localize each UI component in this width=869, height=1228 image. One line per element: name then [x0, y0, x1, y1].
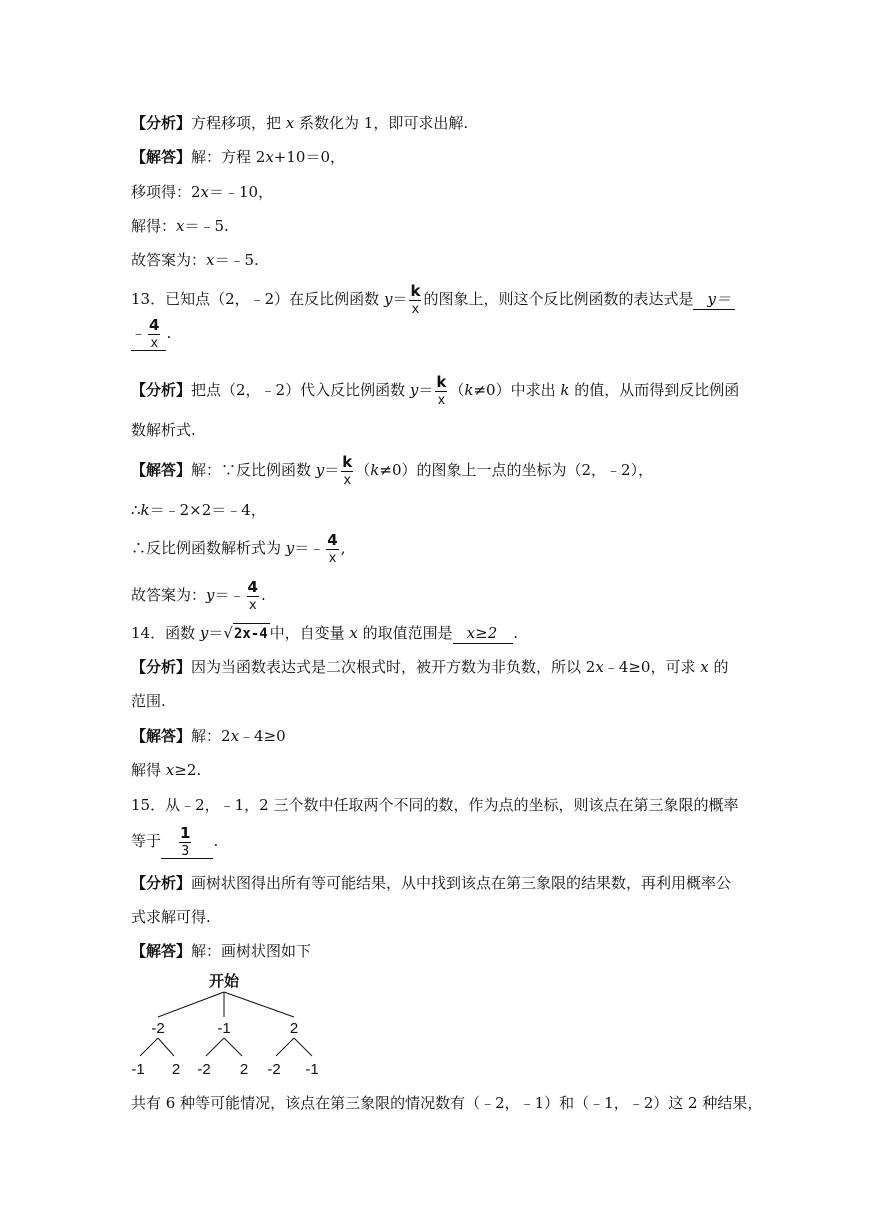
question-13-answer-cont: ﹣ $\frac{4}{x}$ .: [131, 316, 172, 351]
solution-14-line-1: 【解答】解：2x﹣4≥0: [131, 727, 286, 745]
analysis-13-cont: 数解析式.: [131, 421, 196, 439]
solution-14-line-2: 解得 x≥2.: [131, 761, 202, 779]
analysis-14: 【分析】因为当函数表达式是二次根式时，被开方数为非负数，所以 2x﹣4≥0，可求 x 的: [131, 658, 729, 676]
answer-blank-15: $\frac{1}{3}$: [161, 826, 213, 859]
sqrt-symbol: √: [223, 624, 233, 642]
solution-15-conclusion: 共有 6 种等可能情况，该点在第三象限的情况数有（﹣2，﹣1）和（﹣1，﹣2）这 2 种结果，: [131, 1094, 763, 1112]
tree-node-l2: 2: [171, 1061, 181, 1078]
fraction-k-over-x: $\frac{k}{x}$: [410, 282, 421, 317]
analysis-15: 【分析】画树状图得出所有等可能结果，从中找到该点在第三象限的结果数，再利用概率公: [131, 874, 732, 892]
analysis-15-cont: 式求解可得.: [131, 908, 211, 926]
tree-edge: [158, 992, 224, 1017]
tree-root-label: 开始: [208, 973, 240, 990]
tree-node-l2: -1: [305, 1061, 319, 1078]
solution-line-2: 移项得：2x＝﹣10，: [131, 183, 274, 201]
tree-node-l1: -1: [217, 1020, 231, 1037]
answer-blank-13b: ﹣ $\frac{4}{x}$: [131, 318, 166, 351]
tree-edge: [140, 1038, 158, 1056]
answer-line-12: 故答案为：x＝﹣5.: [131, 251, 259, 269]
analysis-14-cont: 范围.: [131, 692, 166, 710]
question-15: 15．从﹣2，﹣1，2 三个数中任取两个不同的数，作为点的坐标，则该点在第三象限的概率: [131, 796, 739, 814]
tree-node-l1: 2: [289, 1020, 299, 1037]
answer-13: 故答案为：y＝﹣ $\frac{4}{x}$ .: [131, 578, 266, 613]
tree-edge: [158, 1038, 174, 1056]
analysis-line-1: 【分析】方程移项，把 x 系数化为 1，即可求出解.: [131, 114, 469, 132]
tree-edge: [206, 1038, 224, 1056]
question-14: 14．函数 y＝√2x-4 中，自变量 x 的取值范围是 x≥2 .: [131, 624, 519, 642]
solution-line-3: 解得：x＝﹣5.: [131, 217, 229, 235]
solution-15-line-1: 【解答】解：画树状图如下: [131, 942, 312, 960]
tree-edge: [276, 1038, 294, 1056]
answer-blank-13a: y＝: [693, 289, 734, 310]
solution-line-1: 【解答】解：方程 2x+10＝0，: [131, 148, 345, 166]
solution-13-line-2: ∴k＝﹣2×2＝﹣4，: [131, 501, 266, 519]
solution-tag: 【解答】: [131, 148, 192, 166]
tree-node-l2: -1: [131, 1061, 145, 1078]
tree-node-l2: 2: [239, 1061, 249, 1078]
tree-edge: [224, 992, 294, 1017]
solution-13-line-3: ∴反比例函数解析式为 y＝﹣ $\frac{4}{x}$ ,: [131, 531, 346, 566]
tree-node-l2: -2: [267, 1061, 281, 1078]
answer-blank-14: x≥2: [453, 623, 514, 644]
question-13: 13．已知点（2，﹣2）在反比例函数 y＝ $\frac{k}{x}$ 的图象上，则这个反比例函数的表达式是 y＝: [131, 284, 735, 316]
analysis-13: 【分析】把点（2，﹣2）代入反比例函数 y＝ $\frac{k}{x}$ （k≠0）中求出 k 的值，从而得到反比例函: [131, 373, 740, 408]
tree-edge: [224, 1038, 242, 1056]
solution-13-line-1: 【解答】解：∵反比例函数 y＝ $\frac{k}{x}$ （k≠0）的图象上一点的坐标为（2，﹣2），: [131, 453, 654, 488]
probability-tree-diagram: [128, 968, 338, 1080]
analysis-tag: 【分析】: [131, 114, 192, 132]
tree-node-l1: -2: [151, 1020, 165, 1037]
tree-edge: [294, 1038, 312, 1056]
question-15-cont: 等于 $\frac{1}{3}$ .: [131, 824, 219, 859]
sqrt-radicand: 2x-4: [233, 623, 270, 644]
tree-node-l2: -2: [197, 1061, 211, 1078]
